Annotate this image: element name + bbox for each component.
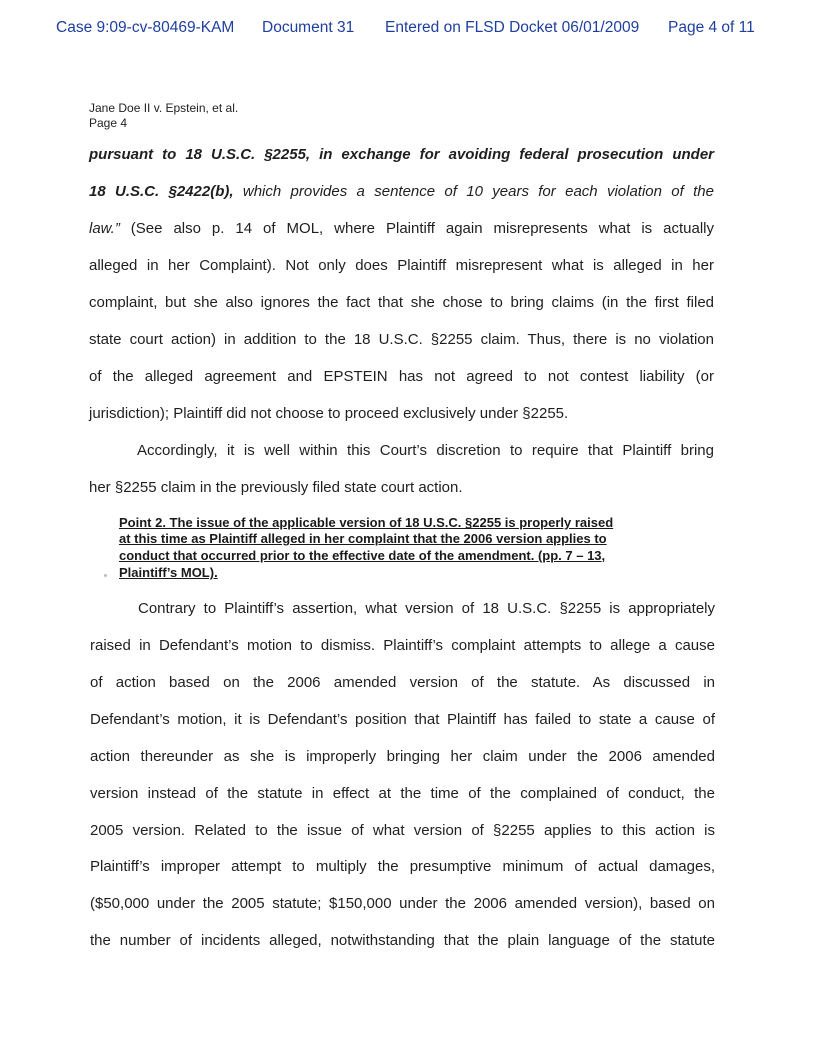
page-label: Page 4	[89, 116, 128, 130]
body-line: action thereunder as she is improperly bringing her claim under the 2006 amended	[90, 748, 715, 765]
case-number: Case 9:09-cv-80469-KAM	[56, 19, 235, 36]
docket-stamp-header	[0, 19, 816, 39]
body-line: ($50,000 under the 2005 statute; $150,000 under the 2006 amended version), based on	[90, 895, 715, 912]
case-name: Jane Doe II v. Epstein, et al.	[89, 101, 239, 115]
heading-line: at this time as Plaintiff alleged in her complaint that the 2006 version applies to	[119, 531, 607, 546]
body-line: the number of incidents alleged, notwithstanding that the plain language of the statute	[90, 932, 715, 949]
body-line: jurisdiction); Plaintiff did not choose to proceed exclusively under §2255.	[89, 405, 569, 422]
docket-entry-date: Entered on FLSD Docket 06/01/2009	[385, 19, 640, 36]
body-line: complaint, but she also ignores the fact that she chose to bring claims (in the first filed	[89, 294, 714, 311]
body-line: pursuant to 18 U.S.C. §2255, in exchange for avoiding federal prosecution under	[89, 146, 714, 163]
heading-line: Point 2. The issue of the applicable version of 18 U.S.C. §2255 is properly raised	[119, 515, 614, 530]
body-line: Defendant’s motion, it is Defendant’s position that Plaintiff has failed to state a cause of	[90, 711, 715, 728]
quoted-text: which provides a sentence of 10 years for each violation of the	[233, 183, 714, 200]
body-line	[89, 220, 714, 238]
document-number: Document 31	[262, 19, 355, 36]
body-line: of action based on the 2006 amended version of the statute. As discussed in	[90, 674, 715, 691]
page-caption	[89, 101, 238, 131]
heading-line: conduct that occurred prior to the effective date of the amendment. (pp. 7 – 13,	[119, 548, 606, 563]
body-line: raised in Defendant’s motion to dismiss. Plaintiff’s complaint attempts to allege a cause	[90, 637, 715, 654]
body-line: version instead of the statute in effect at the time of the complained of conduct, the	[90, 785, 715, 802]
body-line: Contrary to Plaintiff’s assertion, what version of 18 U.S.C. §2255 is appropriately	[138, 600, 715, 617]
statute-citation: 18 U.S.C. §2422(b),	[89, 183, 234, 200]
body-line: alleged in her Complaint). Not only does Plaintiff misrepresent what is alleged in her	[89, 257, 714, 274]
heading-line: Plaintiff’s MOL).	[119, 565, 218, 580]
body-line	[89, 183, 714, 201]
body-line: Plaintiff’s improper attempt to multiply the presumptive minimum of actual damages,	[90, 858, 715, 875]
body-line: of the alleged agreement and EPSTEIN has not agreed to not contest liability (or	[89, 368, 714, 385]
body-line: 2005 version. Related to the issue of what version of §2255 applies to this action is	[90, 822, 715, 839]
page-count: Page 4 of 11	[668, 19, 755, 36]
quoted-text: law.”	[89, 220, 120, 237]
body-line: her §2255 claim in the previously filed state court action.	[89, 479, 463, 496]
body-line: Accordingly, it is well within this Court’s discretion to require that Plaintiff bring	[137, 442, 714, 459]
body-text: (See also p. 14 of MOL, where Plaintiff again misrepresents what is actually	[119, 220, 714, 237]
body-line: state court action) in addition to the 18 U.S.C. §2255 claim. Thus, there is no violation	[89, 331, 714, 348]
scan-speck	[104, 574, 107, 577]
